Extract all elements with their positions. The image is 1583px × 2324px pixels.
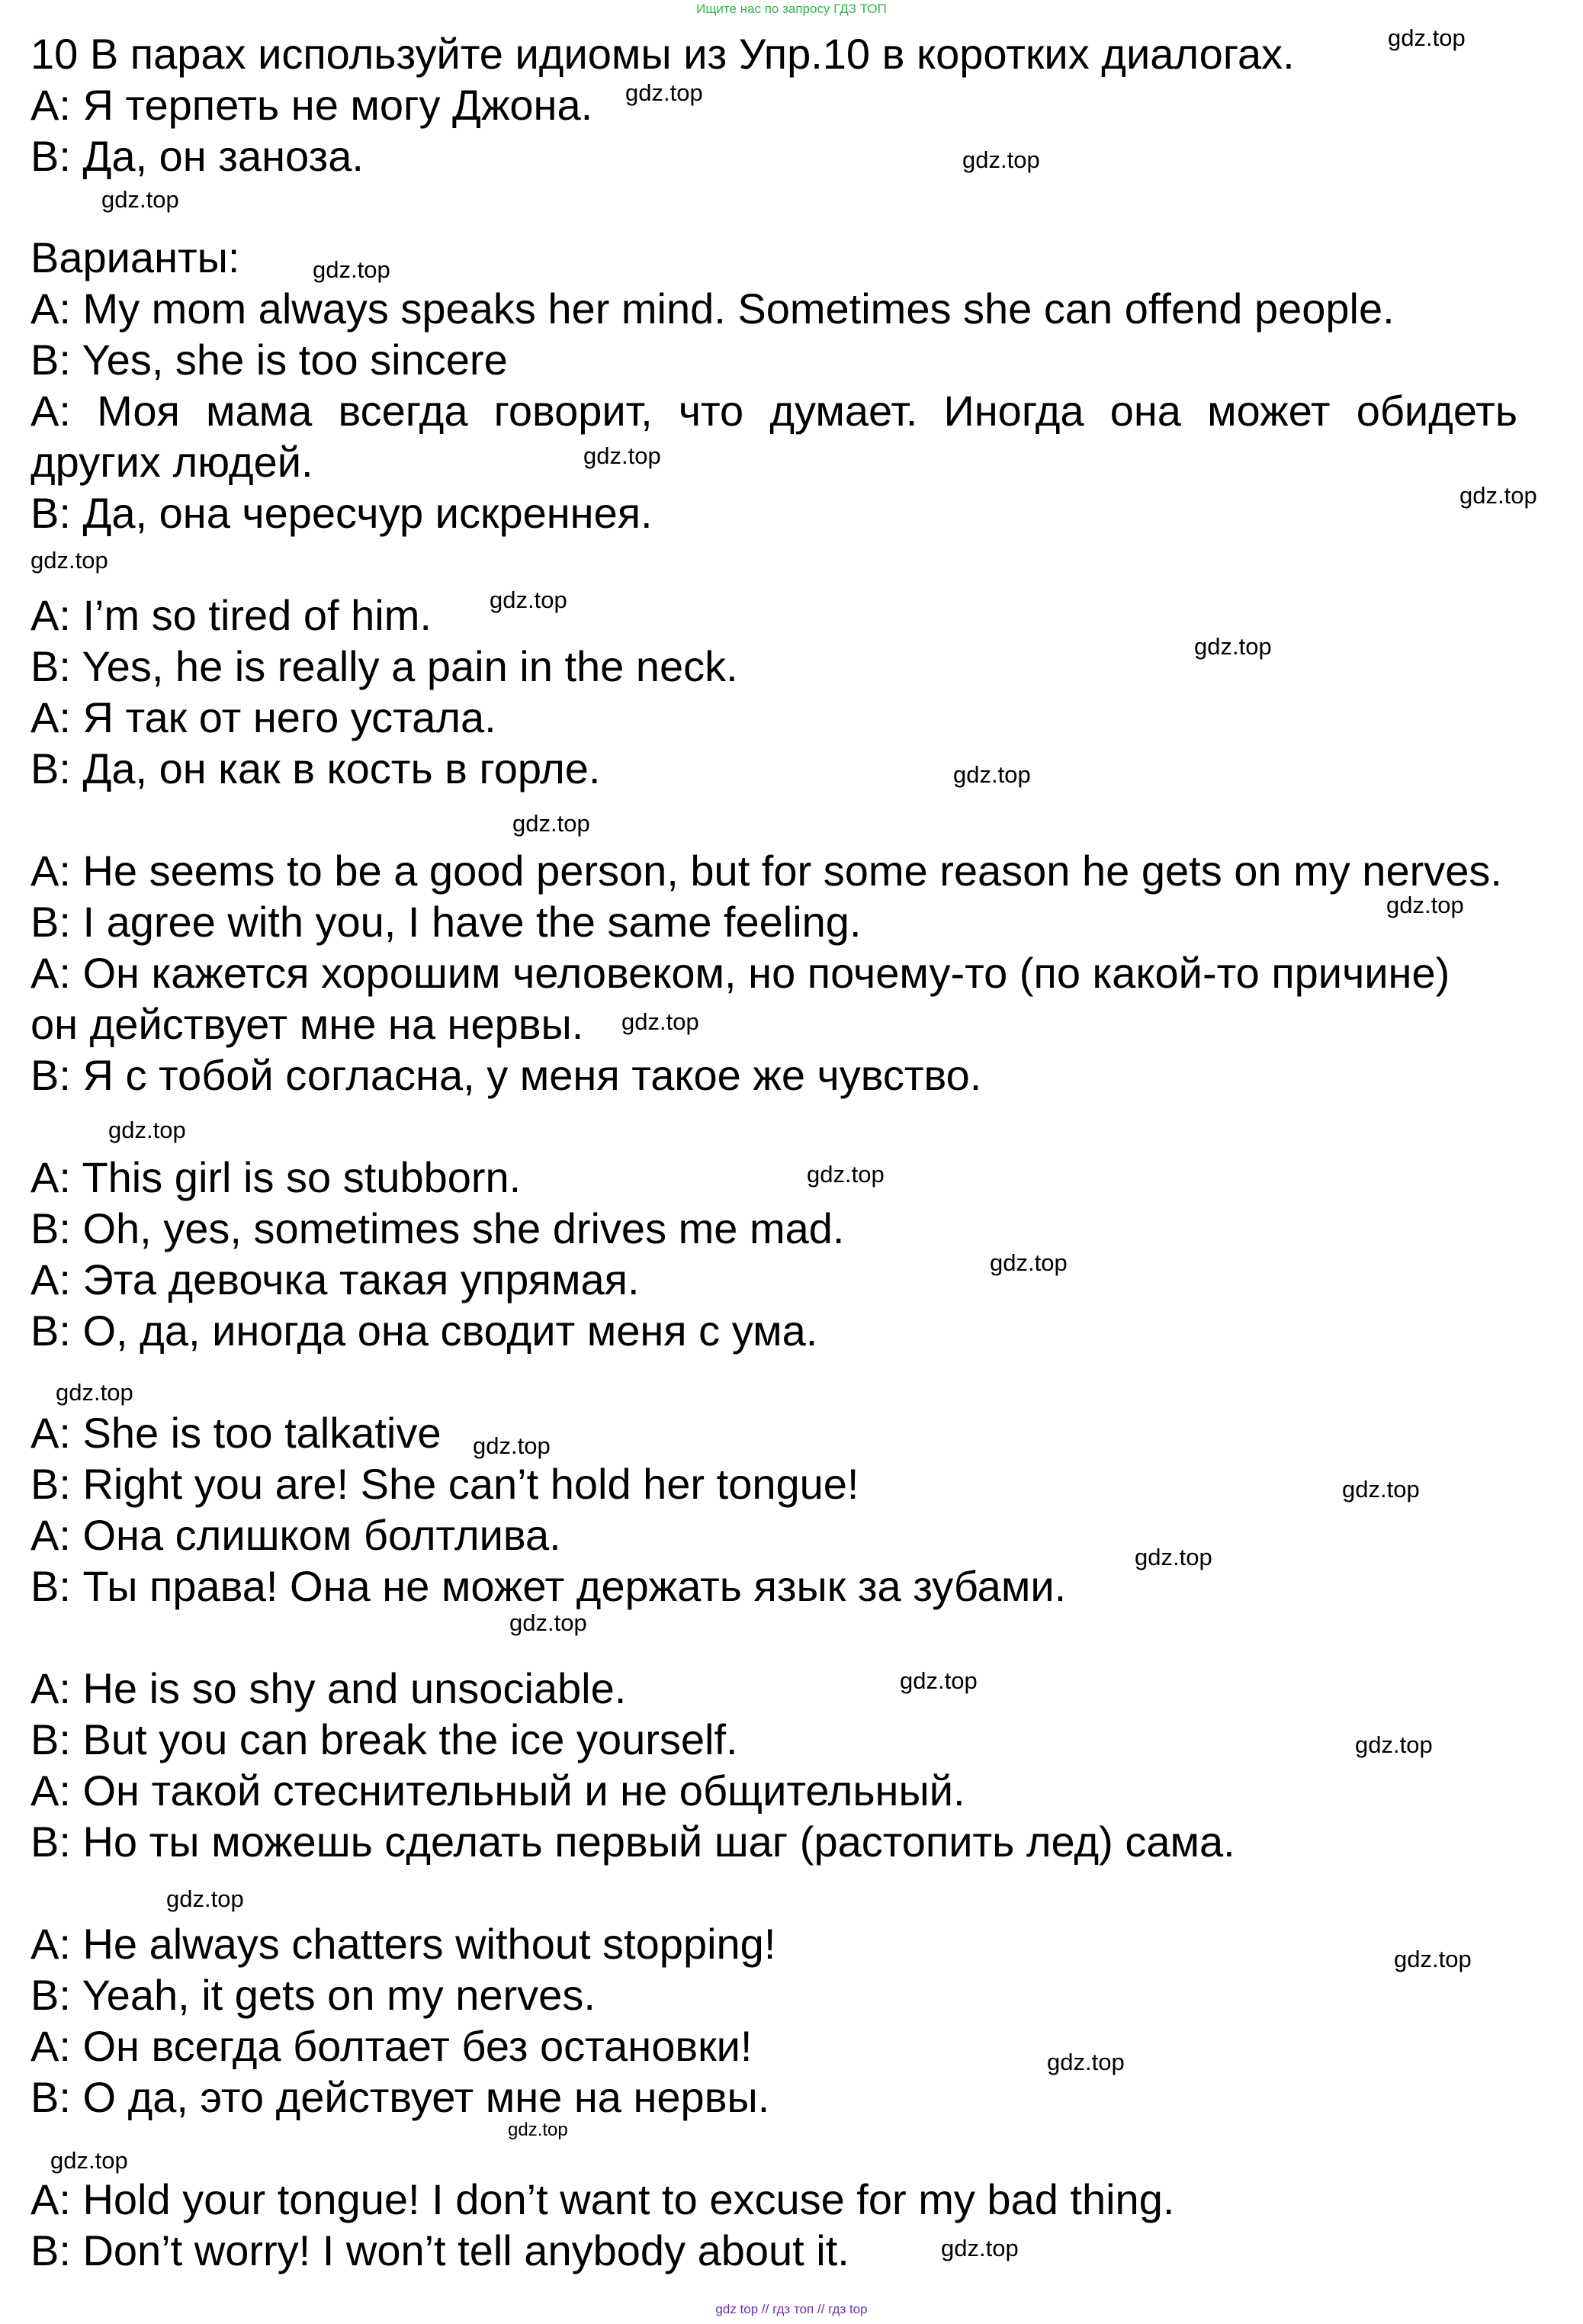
dialog-line: A: Он кажется хорошим человеком, но почему-то (по какой-то причине) xyxy=(31,949,1450,997)
dialog-line: A: Эта девочка такая упрямая. xyxy=(31,1255,640,1303)
watermark: gdz.top xyxy=(50,2147,128,2174)
dialog-line: A: Я так от него устала. xyxy=(31,693,496,741)
watermark: gdz.top xyxy=(31,547,108,574)
watermark: gdz.top xyxy=(1047,2049,1125,2075)
search-hint-banner: Ищите нас по запросу ГДЗ ТОП xyxy=(696,2,887,16)
watermark: gdz.top xyxy=(508,2120,568,2140)
watermark: gdz.top xyxy=(490,587,567,613)
watermark: gdz.top xyxy=(962,146,1040,173)
dialog-line: B: Right you are! She can’t hold her tongue! xyxy=(31,1460,859,1508)
dialog-line: A: My mom always speaks her mind. Sometimes she can offend people. xyxy=(31,284,1395,333)
footer-credits: gdz top // гдз топ // гдз top xyxy=(715,2302,868,2316)
watermark: gdz.top xyxy=(621,1008,699,1035)
dialog-line: A: He seems to be a good person, but for some reason he gets on my nerves. xyxy=(31,847,1502,895)
dialog-line: A: Он такой стеснительный и не общительный. xyxy=(31,1766,965,1815)
dialog-line: B: Yeah, it gets on my nerves. xyxy=(31,1971,596,2019)
watermark: gdz.top xyxy=(625,79,703,106)
watermark: gdz.top xyxy=(900,1667,978,1694)
dialog-line: B: I agree with you, I have the same feeling. xyxy=(31,898,862,946)
dialog-line: A: Она слишком болтлива. xyxy=(31,1511,561,1559)
dialog-line: других людей. xyxy=(31,438,313,486)
example-line-a: А: Я терпеть не могу Джона. xyxy=(31,81,593,129)
watermark: gdz.top xyxy=(509,1609,587,1636)
dialog-line: A: Hold your tongue! I don’t want to excuse for my bad thing. xyxy=(31,2175,1175,2223)
dialog-line: B: Я с тобой согласна, у меня такое же чувство. xyxy=(31,1051,982,1099)
dialog-line: A: He is so shy and unsociable. xyxy=(31,1664,627,1712)
dialog-line: B: О, да, иногда она сводит меня с ума. xyxy=(31,1307,818,1355)
dialog-line: A: Моя мама всегда говорит, что думает. Иногда она может обидеть xyxy=(31,387,1517,435)
dialog-line: B: But you can break the ice yourself. xyxy=(31,1715,738,1763)
variants-label: Варианты: xyxy=(31,233,240,281)
watermark: gdz.top xyxy=(313,256,390,283)
watermark: gdz.top xyxy=(990,1249,1068,1276)
dialog-line: B: Yes, she is too sincere xyxy=(31,336,508,384)
watermark: gdz.top xyxy=(953,761,1031,788)
dialog-line: B: Но ты можешь сделать первый шаг (растопить лед) сама. xyxy=(31,1818,1235,1866)
dialog-line: B: Don’t worry! I won’t tell anybody about it. xyxy=(31,2226,849,2274)
watermark: gdz.top xyxy=(56,1379,133,1406)
watermark: gdz.top xyxy=(1459,482,1537,509)
watermark: gdz.top xyxy=(1135,1544,1212,1570)
example-line-b: В: Да, он заноза. xyxy=(31,132,364,180)
watermark: gdz.top xyxy=(1394,1946,1472,1972)
dialog-line: B: Oh, yes, sometimes she drives me mad. xyxy=(31,1204,845,1252)
dialog-line: он действует мне на нервы. xyxy=(31,1000,584,1048)
dialog-line: A: This girl is so stubborn. xyxy=(31,1153,522,1201)
dialog-line: A: She is too talkative xyxy=(31,1409,442,1457)
watermark: gdz.top xyxy=(166,1885,244,1912)
watermark: gdz.top xyxy=(1388,24,1466,51)
watermark: gdz.top xyxy=(941,2235,1019,2261)
watermark: gdz.top xyxy=(512,810,590,837)
watermark: gdz.top xyxy=(583,442,661,469)
watermark: gdz.top xyxy=(1386,892,1464,918)
dialog-line: A: I’m so tired of him. xyxy=(31,591,432,639)
dialog-line: В: Да, она чересчур искреннея. xyxy=(31,489,653,537)
dialog-line: B: Yes, he is really a pain in the neck. xyxy=(31,642,738,690)
watermark: gdz.top xyxy=(807,1161,885,1188)
watermark: gdz.top xyxy=(101,186,179,213)
watermark: gdz.top xyxy=(1194,633,1272,660)
dialog-line: B: Да, он как в кость в горле. xyxy=(31,744,601,792)
watermark: gdz.top xyxy=(1355,1731,1433,1758)
dialog-line: B: Ты права! Она не может держать язык за зубами. xyxy=(31,1562,1067,1610)
dialog-line: A: He always chatters without stopping! xyxy=(31,1920,776,1968)
watermark: gdz.top xyxy=(473,1432,551,1459)
dialog-line: A: Он всегда болтает без остановки! xyxy=(31,2022,753,2070)
dialog-line: B: О да, это действует мне на нервы. xyxy=(31,2073,770,2121)
exercise-title: 10 В парах используйте идиомы из Упр.10 в коротких диалогах. xyxy=(31,30,1295,78)
watermark: gdz.top xyxy=(1342,1476,1420,1503)
watermark: gdz.top xyxy=(108,1117,186,1143)
